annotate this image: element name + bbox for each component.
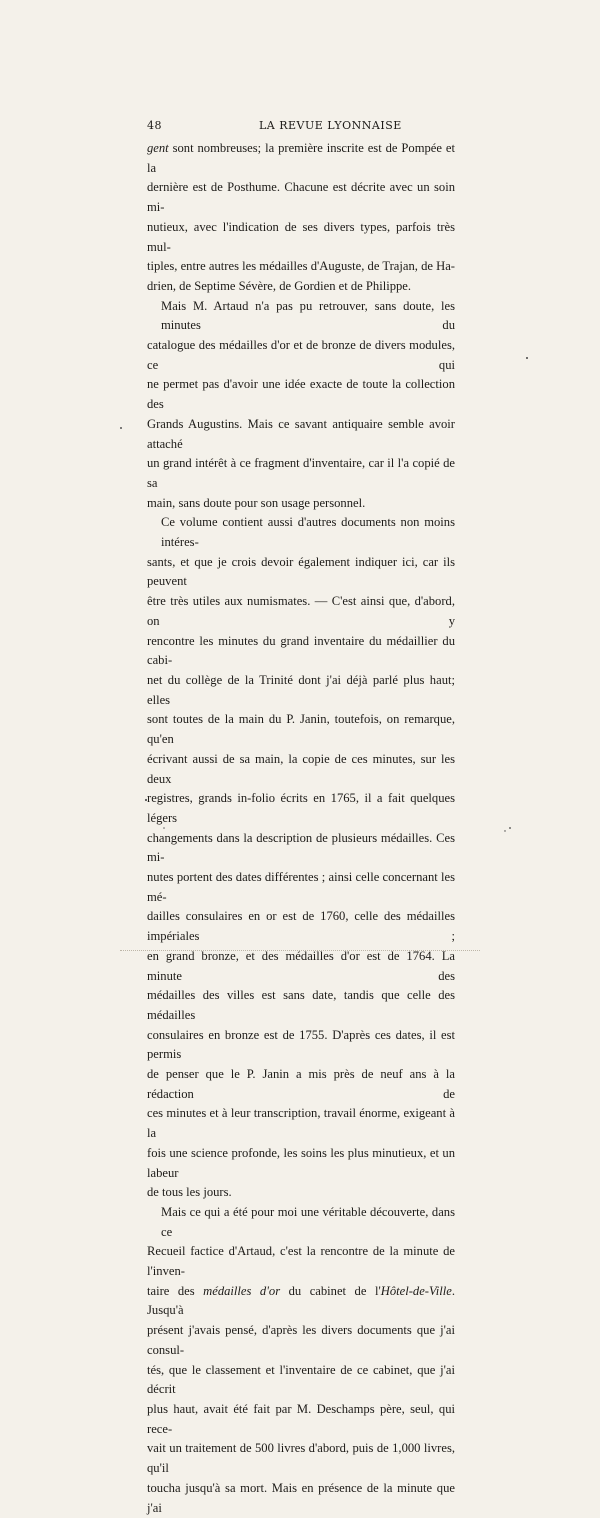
text-line: plus haut, avait été fait par M. Deschamps père, seul, qui rece- bbox=[147, 1402, 455, 1436]
text-line: de tous les jours. bbox=[147, 1185, 232, 1200]
text-line: fois une science profonde, les soins les plus minutieux, et un labeur bbox=[147, 1145, 455, 1180]
italic-phrase-medailles: médailles d'or bbox=[203, 1283, 281, 1298]
page-number: 48 bbox=[147, 119, 162, 132]
text-line: tiples, entre autres les médailles d'Auguste, de Trajan, de Ha- bbox=[147, 259, 455, 274]
italic-phrase-hotel: Hôtel-de-Ville bbox=[380, 1283, 452, 1298]
text-line: dernière est de Posthume. Chacune est décrite avec un soin mi- bbox=[147, 180, 455, 215]
text-line: catalogue des médailles d'or et de bronze de divers modules, ce qui bbox=[147, 338, 455, 372]
italic-word: gent bbox=[147, 141, 169, 155]
text-line: être très utiles aux numismates. — C'est ainsi que, d'abord, on y bbox=[147, 594, 455, 628]
text-line: ne permet pas d'avoir une idée exacte de toute la collection des bbox=[147, 377, 455, 412]
line-rest: sont nombreuses; la première inscrite est de Pompée et la bbox=[147, 141, 455, 175]
text-line: écrivant aussi de sa main, la copie de ces minutes, sur les deux bbox=[147, 751, 455, 786]
text-line: de penser que le P. Janin a mis près de neuf ans à la rédaction de bbox=[147, 1067, 455, 1101]
line-segment: du cabinet de l' bbox=[288, 1283, 381, 1298]
text-line: nutes portent des dates différentes ; ainsi celle concernant les mé- bbox=[147, 870, 455, 904]
speck bbox=[509, 827, 511, 829]
text-line: nutieux, avec l'indication de ses divers types, parfois très mul- bbox=[147, 219, 455, 254]
text-line: consulaires en bronze est de 1755. D'après ces dates, il est permis bbox=[147, 1027, 455, 1062]
text-line: ces minutes et à leur transcription, travail énorme, exigeant à la bbox=[147, 1106, 455, 1141]
text-line: drien, de Septime Sévère, de Gordien et de Philippe. bbox=[147, 278, 412, 293]
text-line: présent j'avais pensé, d'après les divers documents que j'ai consul- bbox=[147, 1323, 455, 1357]
page-edge bbox=[120, 950, 480, 952]
text-line: en grand bronze, et des médailles d'or est de 1764. La minute des bbox=[147, 948, 455, 983]
text-line: Recueil factice d'Artaud, c'est la rencontre de la minute de l'inven- bbox=[147, 1244, 455, 1279]
text-line: Ce volume contient aussi d'autres documents non moins intéres- bbox=[161, 515, 455, 550]
text-line: net du collège de la Trinité dont j'ai déjà parlé plus haut; elles bbox=[147, 672, 455, 707]
text-line: changements dans la description de plusieurs médailles. Ces mi- bbox=[147, 830, 455, 865]
line-segment: . Jusqu'à bbox=[147, 1283, 455, 1318]
body-text bbox=[147, 139, 455, 1518]
speck bbox=[504, 830, 505, 831]
text-line: sants, et que je crois devoir également indiquer ici, car ils peuvent bbox=[147, 554, 455, 589]
text-line bbox=[147, 139, 455, 178]
text-line: un grand intérêt à ce fragment d'inventaire, car il l'a copié de sa bbox=[147, 456, 455, 490]
text-line: sont toutes de la main du P. Janin, toutefois, on remarque, qu'en bbox=[147, 712, 455, 747]
text-line bbox=[147, 1282, 455, 1321]
text-line: registres, grands in-folio écrits en 1765, il a fait quelques légers bbox=[147, 791, 455, 825]
text-line: toucha jusqu'à sa mort. Mais en présence de la minute que j'ai bbox=[147, 1480, 455, 1515]
speck bbox=[120, 427, 122, 429]
text-line: main, sans doute pour son usage personnel. bbox=[147, 495, 366, 510]
speck bbox=[526, 357, 528, 359]
text-line: médailles des villes est sans date, tandis que celle des médailles bbox=[147, 988, 455, 1022]
running-header bbox=[147, 119, 455, 135]
text-line: Mais M. Artaud n'a pas pu retrouver, sans doute, les minutes du bbox=[161, 298, 455, 333]
running-title: LA REVUE LYONNAISE bbox=[259, 119, 402, 132]
text-line: vait un traitement de 500 livres d'abord, puis de 1,000 livres, qu'il bbox=[147, 1441, 455, 1476]
text-line: Grands Augustins. Mais ce savant antiquaire semble avoir attaché bbox=[147, 416, 455, 451]
text-line: Mais ce qui a été pour moi une véritable découverte, dans ce bbox=[161, 1204, 455, 1239]
text-line: tés, que le classement et l'inventaire de ce cabinet, que j'ai décrit bbox=[147, 1362, 455, 1397]
line-segment: taire des bbox=[147, 1283, 195, 1298]
text-line: rencontre les minutes du grand inventaire du médaillier du cabi- bbox=[147, 633, 455, 668]
text-line: dailles consulaires en or est de 1760, celle des médailles impériales ; bbox=[147, 909, 455, 944]
